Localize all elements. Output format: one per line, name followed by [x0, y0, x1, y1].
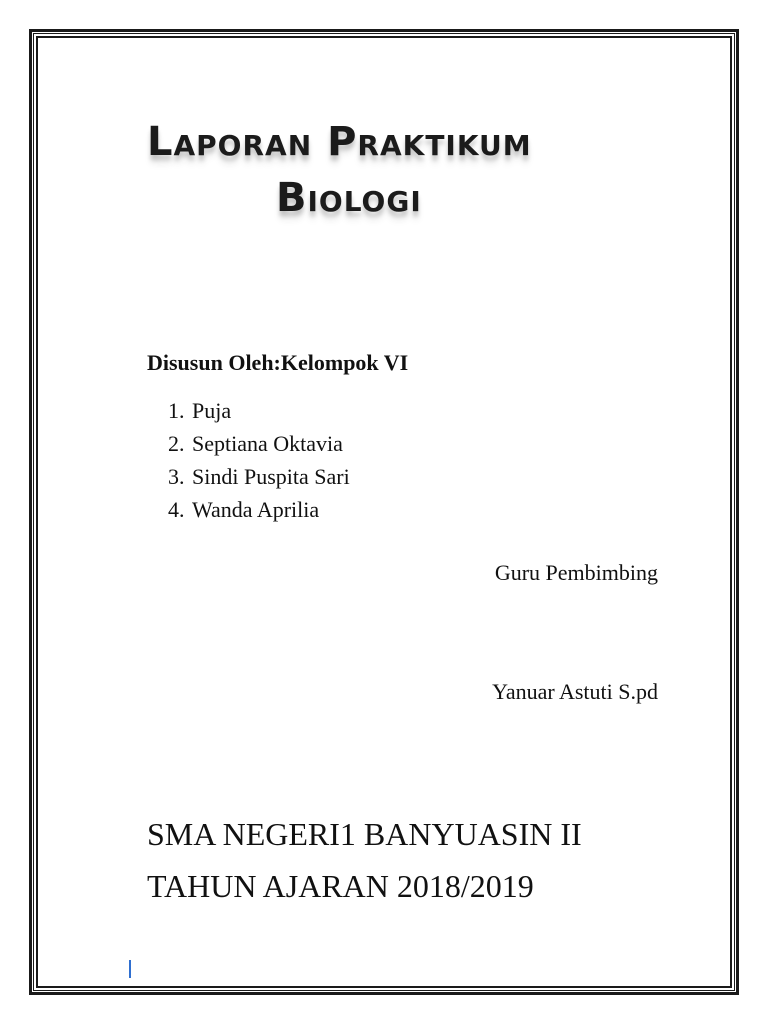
- list-number: 3.: [168, 464, 185, 489]
- member-name: Sindi Puspita Sari: [192, 464, 350, 489]
- author-heading: Disusun Oleh:Kelompok VI: [147, 350, 409, 375]
- school-name: SMA NEGERI1 BANYUASIN II: [147, 816, 582, 852]
- member-name: Puja: [192, 398, 232, 423]
- list-number: 4.: [168, 497, 185, 522]
- list-number: 1.: [168, 398, 185, 423]
- report-title-line-1: Laporan Praktikum: [147, 119, 532, 165]
- list-item: [168, 493, 350, 526]
- advisor-label: Guru Pembimbing: [494, 560, 658, 585]
- list-number: 2.: [168, 431, 185, 456]
- report-title-line-2: Biologi: [276, 175, 422, 221]
- academic-year: TAHUN AJARAN 2018/2019: [147, 868, 534, 904]
- list-item: [168, 460, 350, 493]
- list-item: [168, 427, 350, 460]
- member-name: Wanda Aprilia: [192, 497, 320, 522]
- text-cursor[interactable]: [129, 960, 131, 978]
- member-name: Septiana Oktavia: [192, 431, 343, 456]
- list-item: [168, 394, 350, 427]
- member-list: [168, 394, 350, 526]
- advisor-name: Yanuar Astuti S.pd: [492, 679, 658, 704]
